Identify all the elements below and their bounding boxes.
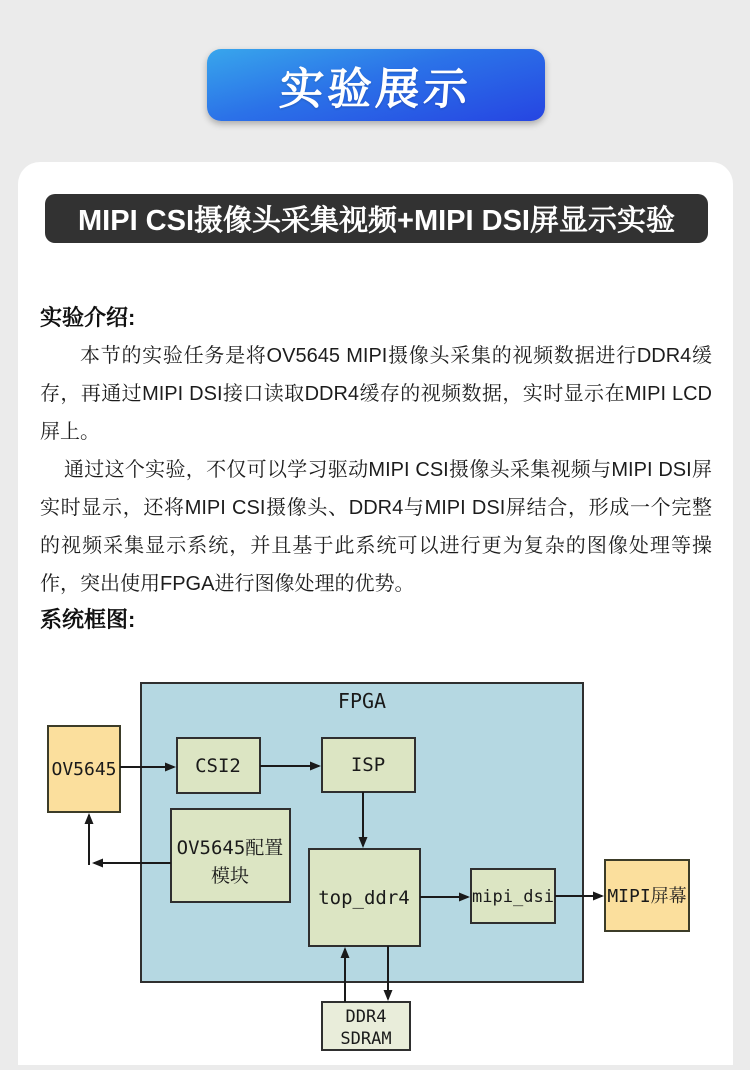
csi2-label: CSI2 <box>195 755 241 777</box>
isp-label: ISP <box>350 754 386 776</box>
intro-paragraph-2: 通过这个实验，不仅可以学习驱动MIPI CSI摄像头采集视频与MIPI DSI屏实时显示，还将MIPI CSI摄像头、DDR4与MIPI DSI屏结合，形成一个完整的视频采集显示系统，并且基于此系统可以进行更为复杂的图像处理等操作，突出使用FPGA进行图像处理的优势。 <box>40 459 712 595</box>
ov5645-label: OV5645 <box>51 759 117 780</box>
experiment-banner <box>207 49 545 121</box>
ddr4-sdram-label-line1: DDR4 <box>345 1007 387 1027</box>
mipi-dsi-label: mipi_dsi <box>472 887 554 907</box>
mipi-screen-label: MIPI屏幕 <box>607 886 687 907</box>
intro-heading: 实验介绍: <box>40 305 136 330</box>
content-card <box>18 162 733 1065</box>
intro-paragraph-1: 本节的实验任务是将OV5645 MIPI摄像头采集的视频数据进行DDR4缓存，再通过MIPI DSI接口读取DDR4缓存的视频数据，实时显示在MIPI LCD屏上。 <box>40 345 712 443</box>
diagram-heading: 系统框图: <box>40 607 136 632</box>
fpga-label: FPGA <box>337 689 387 713</box>
experiment-title: MIPI CSI摄像头采集视频+MIPI DSI屏显示实验 <box>78 205 675 237</box>
system-diagram-container <box>18 665 733 1065</box>
experiment-title-bar <box>45 194 708 243</box>
ddr4-sdram-label-line2: SDRAM <box>340 1029 392 1049</box>
top-ddr4-label: top_ddr4 <box>318 887 410 909</box>
intro-text <box>40 337 712 603</box>
ov5645-config-label-line1: OV5645配置 <box>176 837 284 859</box>
banner-title: 实验展示 <box>277 65 474 114</box>
system-block-diagram <box>18 665 733 1065</box>
ov5645-config-label-line2: 模块 <box>210 865 250 887</box>
